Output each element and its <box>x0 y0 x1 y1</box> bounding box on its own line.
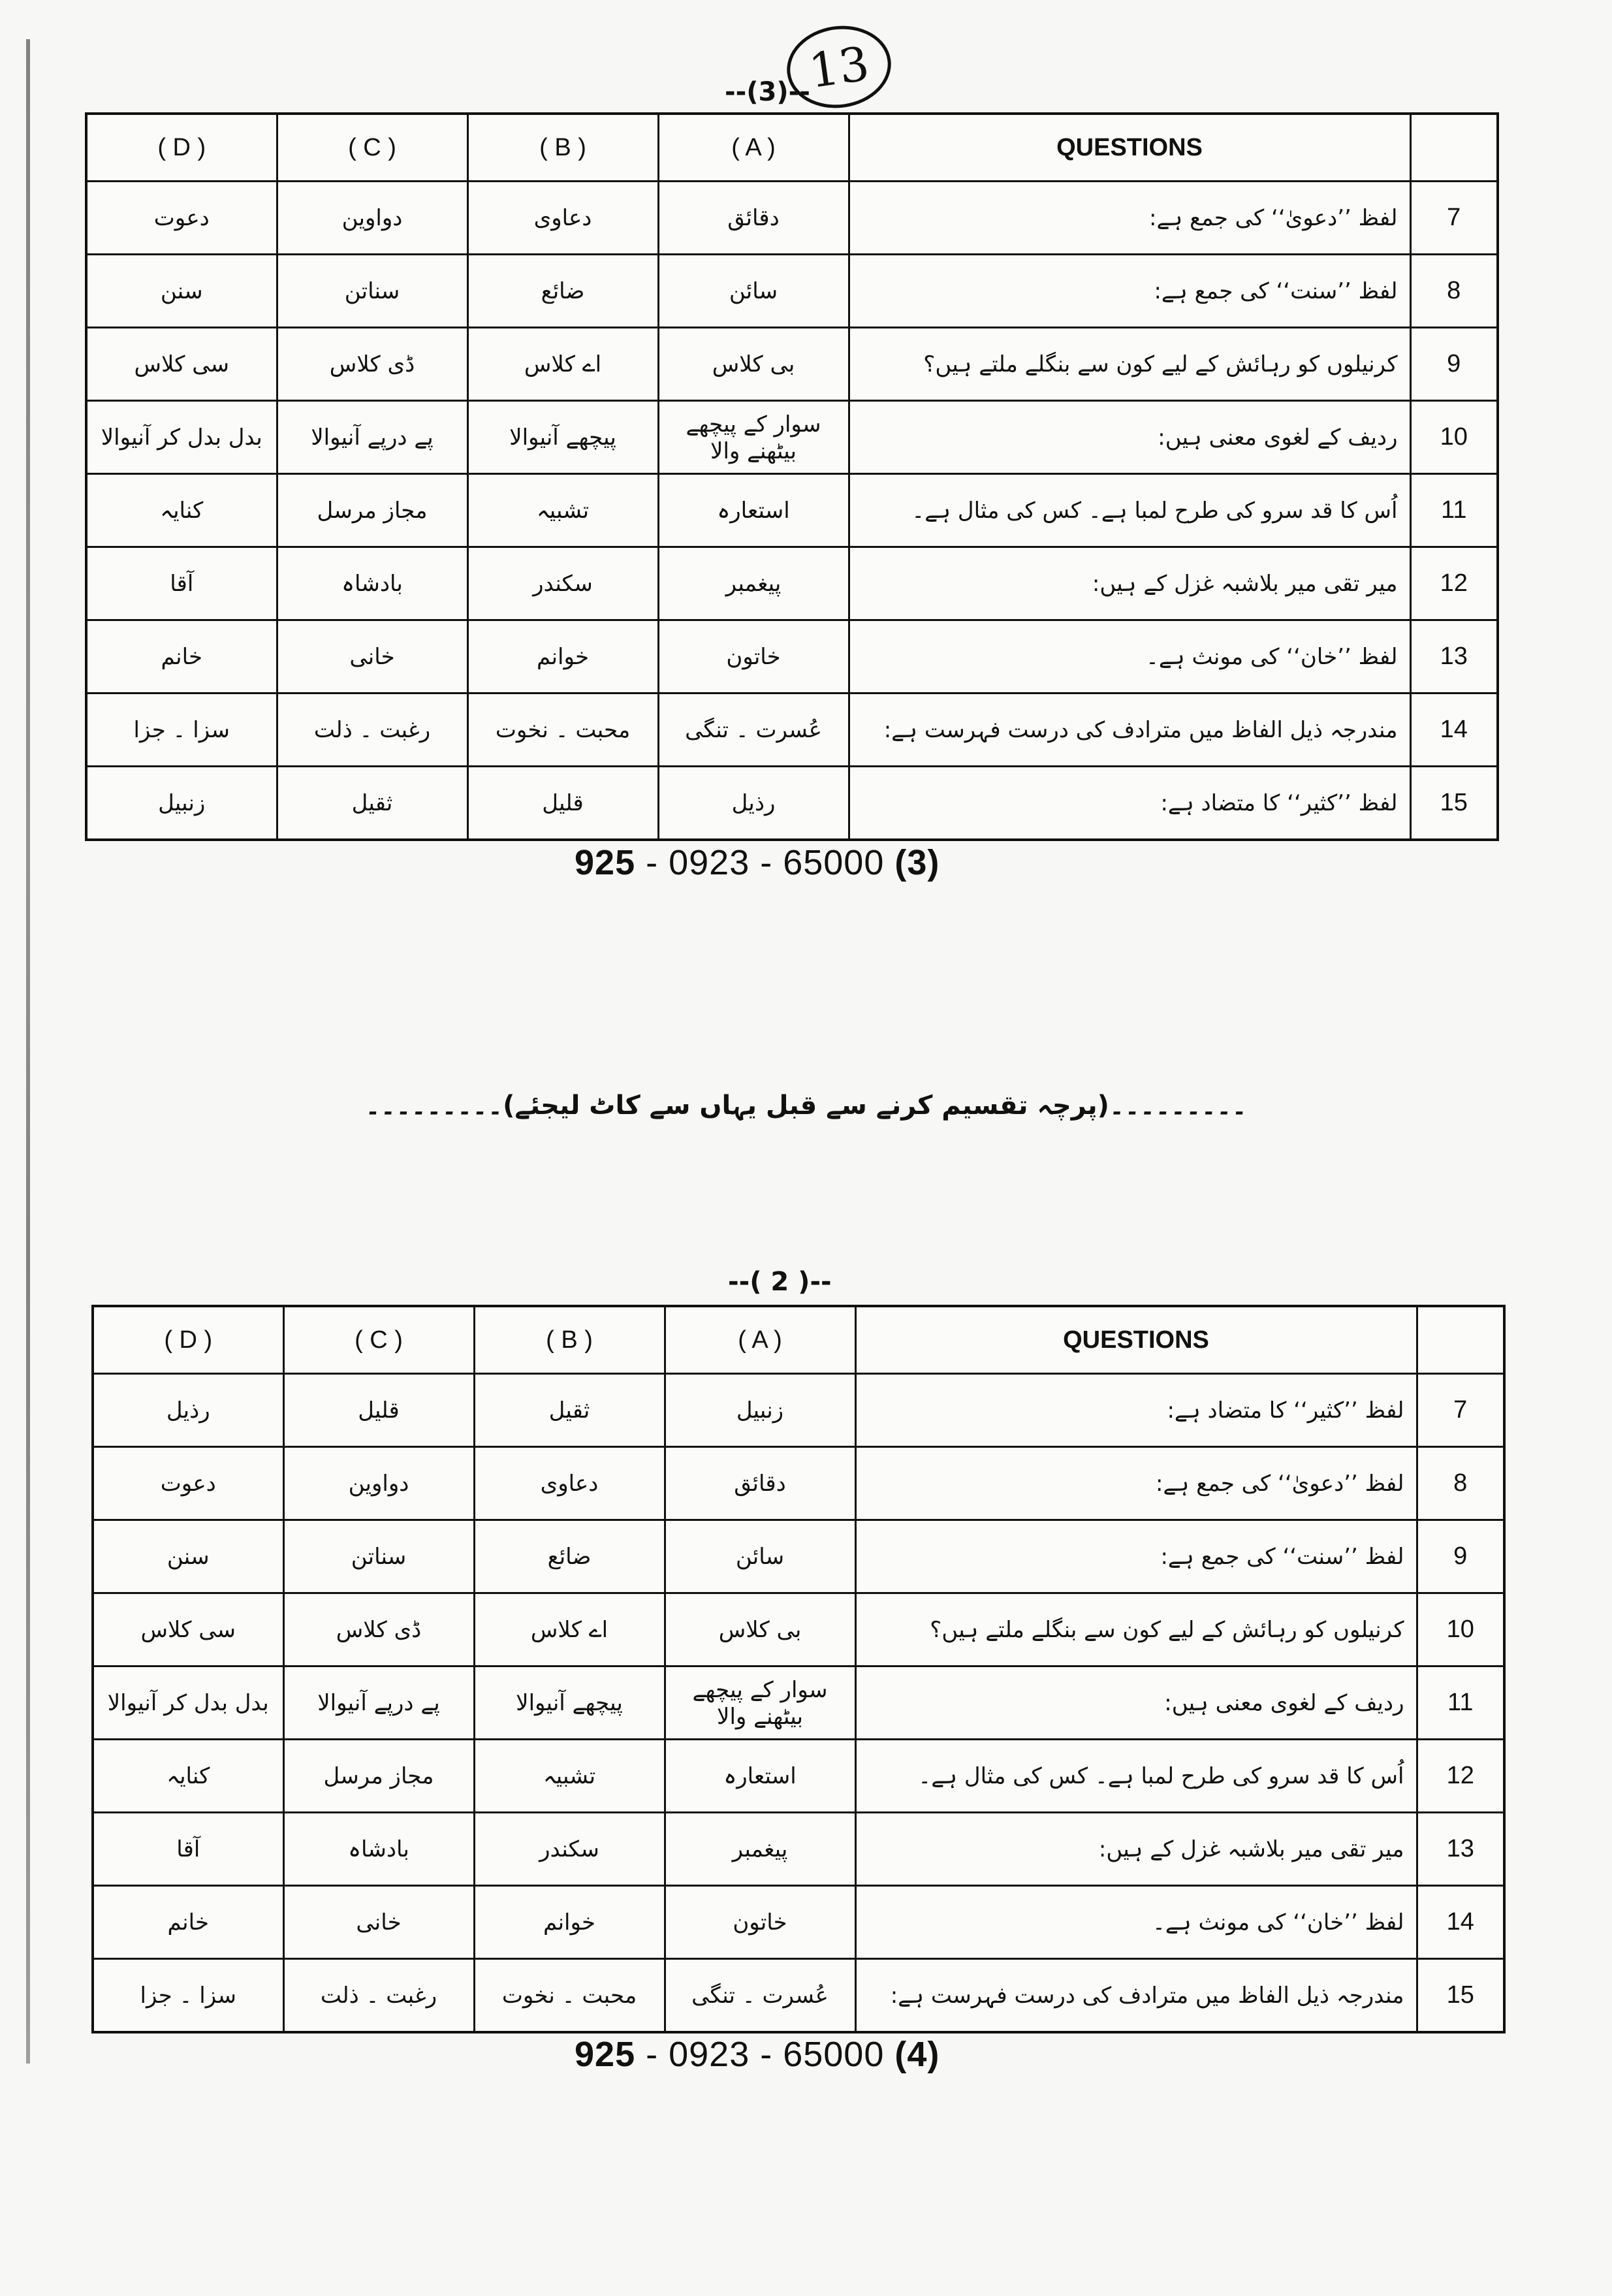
table-row <box>86 474 1498 547</box>
bottom-page-marker: --( 2 )-- <box>728 1267 832 1297</box>
table-row <box>93 1666 1504 1740</box>
option-c: خانی <box>277 620 467 694</box>
question-text: لفظ ’’خان‘‘ کی مونث ہے۔ <box>849 620 1410 694</box>
question-text: لفظ ’’دعویٰ‘‘ کی جمع ہے: <box>849 182 1410 255</box>
table-row <box>93 1593 1504 1666</box>
option-a: بی کلاس <box>658 328 849 401</box>
option-a: خاتون <box>665 1886 855 1959</box>
option-c: ڈی کلاس <box>283 1593 474 1666</box>
paper-code-prefix: 925 <box>575 843 636 882</box>
option-d: سنن <box>86 255 277 328</box>
question-text: لفظ ’’سنت‘‘ کی جمع ہے: <box>855 1520 1417 1593</box>
table-row <box>86 182 1498 255</box>
option-c: پے درپے آنیوالا <box>283 1666 474 1740</box>
option-a: استعارہ <box>665 1740 855 1813</box>
header-d: ( D ) <box>93 1306 283 1374</box>
table-row <box>86 694 1498 767</box>
header-questions: QUESTIONS <box>849 114 1410 182</box>
option-c: بادشاہ <box>283 1813 474 1886</box>
option-a: پیغمبر <box>665 1813 855 1886</box>
option-d: بدل بدل کر آنیوالا <box>86 401 277 474</box>
option-d: کنایہ <box>93 1740 283 1813</box>
option-c: دواوین <box>277 182 467 255</box>
option-b: خوانم <box>467 620 658 694</box>
paper-code-prefix: 925 <box>575 2035 636 2074</box>
option-b: قلیل <box>467 767 658 840</box>
option-d: دعوت <box>86 182 277 255</box>
table-row <box>93 1447 1504 1520</box>
option-a: خاتون <box>658 620 849 694</box>
option-c: رغبت ۔ ذلت <box>277 694 467 767</box>
table-row <box>86 328 1498 401</box>
option-c: ثقیل <box>277 767 467 840</box>
option-c: بادشاہ <box>277 547 467 620</box>
option-c: ڈی کلاس <box>277 328 467 401</box>
option-b: ثقیل <box>474 1374 665 1447</box>
question-number: 8 <box>1417 1447 1504 1520</box>
question-text: مندرجہ ذیل الفاظ میں مترادف کی درست فہرست ہے: <box>855 1959 1417 2033</box>
question-text: لفظ ’’کثیر‘‘ کا متضاد ہے: <box>849 767 1410 840</box>
option-c: پے درپے آنیوالا <box>277 401 467 474</box>
question-number: 10 <box>1417 1593 1504 1666</box>
option-b: تشبیہ <box>474 1740 665 1813</box>
paper-code-middle: - 0923 - 65000 <box>635 843 895 882</box>
option-d: کنایہ <box>86 474 277 547</box>
header-d: ( D ) <box>86 114 277 182</box>
question-text: اُس کا قد سرو کی طرح لمبا ہے۔ کس کی مثال ہے۔ <box>849 474 1410 547</box>
option-d: سنن <box>93 1520 283 1593</box>
header-b: ( B ) <box>474 1306 665 1374</box>
option-a: سوار کے پیچھے بیٹھنے والا <box>658 401 849 474</box>
paper-code-version: (3) <box>894 843 940 882</box>
option-d: دعوت <box>93 1447 283 1520</box>
option-a: دقائق <box>665 1447 855 1520</box>
question-text: ردیف کے لغوی معنی ہیں: <box>855 1666 1417 1740</box>
question-number: 13 <box>1410 620 1498 694</box>
question-text: کرنیلوں کو رہائش کے لیے کون سے بنگلے ملتے ہیں؟ <box>849 328 1410 401</box>
option-a: دقائق <box>658 182 849 255</box>
question-number: 8 <box>1410 255 1498 328</box>
table-row <box>93 1959 1504 2033</box>
option-a: زنبیل <box>665 1374 855 1447</box>
question-text: کرنیلوں کو رہائش کے لیے کون سے بنگلے ملتے ہیں؟ <box>855 1593 1417 1666</box>
option-b: اے کلاس <box>474 1593 665 1666</box>
question-text: مندرجہ ذیل الفاظ میں مترادف کی درست فہرست ہے: <box>849 694 1410 767</box>
option-c: خانی <box>283 1886 474 1959</box>
question-text: لفظ ’’خان‘‘ کی مونث ہے۔ <box>855 1886 1417 1959</box>
option-a: پیغمبر <box>658 547 849 620</box>
question-number: 14 <box>1417 1886 1504 1959</box>
header-number <box>1410 114 1498 182</box>
question-number: 11 <box>1410 474 1498 547</box>
question-number: 9 <box>1417 1520 1504 1593</box>
option-b: پیچھے آنیوالا <box>474 1666 665 1740</box>
option-c: سناتن <box>277 255 467 328</box>
option-d: بدل بدل کر آنیوالا <box>93 1666 283 1740</box>
option-b: دعاوی <box>467 182 658 255</box>
scan-binding-edge <box>26 39 30 2064</box>
question-number: 11 <box>1417 1666 1504 1740</box>
header-number <box>1417 1306 1504 1374</box>
option-c: قلیل <box>283 1374 474 1447</box>
question-text: لفظ ’’سنت‘‘ کی جمع ہے: <box>849 255 1410 328</box>
question-text: لفظ ’’کثیر‘‘ کا متضاد ہے: <box>855 1374 1417 1447</box>
option-d: خانم <box>86 620 277 694</box>
cut-here-instruction: ۔۔۔۔۔۔۔۔۔(پرچہ تقسیم کرنے سے قبل یہاں سے کاٹ لیجئے)۔۔۔۔۔۔۔۔۔ <box>365 1091 1247 1121</box>
table-row <box>93 1374 1504 1447</box>
table-row <box>86 620 1498 694</box>
option-d: خانم <box>93 1886 283 1959</box>
header-a: ( A ) <box>658 114 849 182</box>
option-c: مجاز مرسل <box>277 474 467 547</box>
option-c: دواوین <box>283 1447 474 1520</box>
option-b: تشبیہ <box>467 474 658 547</box>
header-questions: QUESTIONS <box>855 1306 1417 1374</box>
paper-code-middle: - 0923 - 65000 <box>635 2035 895 2074</box>
question-text: ردیف کے لغوی معنی ہیں: <box>849 401 1410 474</box>
paper-code-version: (4) <box>894 2035 940 2074</box>
option-a: عُسرت ۔ تنگی <box>658 694 849 767</box>
bottom-mcq-table <box>91 1305 1506 2033</box>
top-page-marker: --(3)-- <box>725 77 810 107</box>
option-d: زنبیل <box>86 767 277 840</box>
question-text: اُس کا قد سرو کی طرح لمبا ہے۔ کس کی مثال ہے۔ <box>855 1740 1417 1813</box>
question-text: میر تقی میر بلاشبہ غزل کے ہیں: <box>849 547 1410 620</box>
option-a: بی کلاس <box>665 1593 855 1666</box>
table-header-row <box>86 114 1498 182</box>
option-b: ضائع <box>474 1520 665 1593</box>
option-b: سکندر <box>474 1813 665 1886</box>
table-row <box>86 401 1498 474</box>
top-paper-code <box>575 842 940 883</box>
bottom-paper-code <box>575 2034 940 2075</box>
option-a: سائن <box>658 255 849 328</box>
question-number: 14 <box>1410 694 1498 767</box>
table-row <box>93 1740 1504 1813</box>
table-row <box>86 767 1498 840</box>
option-b: ضائع <box>467 255 658 328</box>
option-b: پیچھے آنیوالا <box>467 401 658 474</box>
question-number: 15 <box>1410 767 1498 840</box>
header-c: ( C ) <box>283 1306 474 1374</box>
table-row <box>93 1813 1504 1886</box>
page-stamp-number: 13 <box>805 35 873 99</box>
option-d: آقا <box>86 547 277 620</box>
header-c: ( C ) <box>277 114 467 182</box>
table-row <box>93 1886 1504 1959</box>
question-number: 9 <box>1410 328 1498 401</box>
top-mcq-table <box>85 112 1499 841</box>
question-text: میر تقی میر بلاشبہ غزل کے ہیں: <box>855 1813 1417 1886</box>
option-a: سوار کے پیچھے بیٹھنے والا <box>665 1666 855 1740</box>
option-c: مجاز مرسل <box>283 1740 474 1813</box>
option-b: اے کلاس <box>467 328 658 401</box>
option-c: رغبت ۔ ذلت <box>283 1959 474 2033</box>
table-header-row <box>93 1306 1504 1374</box>
option-b: محبت ۔ نخوت <box>474 1959 665 2033</box>
question-number: 7 <box>1417 1374 1504 1447</box>
header-b: ( B ) <box>467 114 658 182</box>
option-a: استعارہ <box>658 474 849 547</box>
option-b: دعاوی <box>474 1447 665 1520</box>
table-row <box>86 255 1498 328</box>
question-number: 15 <box>1417 1959 1504 2033</box>
option-a: سائن <box>665 1520 855 1593</box>
question-number: 13 <box>1417 1813 1504 1886</box>
table-row <box>86 547 1498 620</box>
option-d: سزا ۔ جزا <box>93 1959 283 2033</box>
option-b: خوانم <box>474 1886 665 1959</box>
option-b: محبت ۔ نخوت <box>467 694 658 767</box>
option-d: آقا <box>93 1813 283 1886</box>
question-text: لفظ ’’دعویٰ‘‘ کی جمع ہے: <box>855 1447 1417 1520</box>
option-c: سناتن <box>283 1520 474 1593</box>
question-number: 7 <box>1410 182 1498 255</box>
question-number: 10 <box>1410 401 1498 474</box>
option-d: سی کلاس <box>93 1593 283 1666</box>
question-number: 12 <box>1417 1740 1504 1813</box>
header-a: ( A ) <box>665 1306 855 1374</box>
option-a: رذیل <box>658 767 849 840</box>
option-d: سی کلاس <box>86 328 277 401</box>
option-a: عُسرت ۔ تنگی <box>665 1959 855 2033</box>
question-number: 12 <box>1410 547 1498 620</box>
option-d: رذیل <box>93 1374 283 1447</box>
table-row <box>93 1520 1504 1593</box>
option-b: سکندر <box>467 547 658 620</box>
option-d: سزا ۔ جزا <box>86 694 277 767</box>
